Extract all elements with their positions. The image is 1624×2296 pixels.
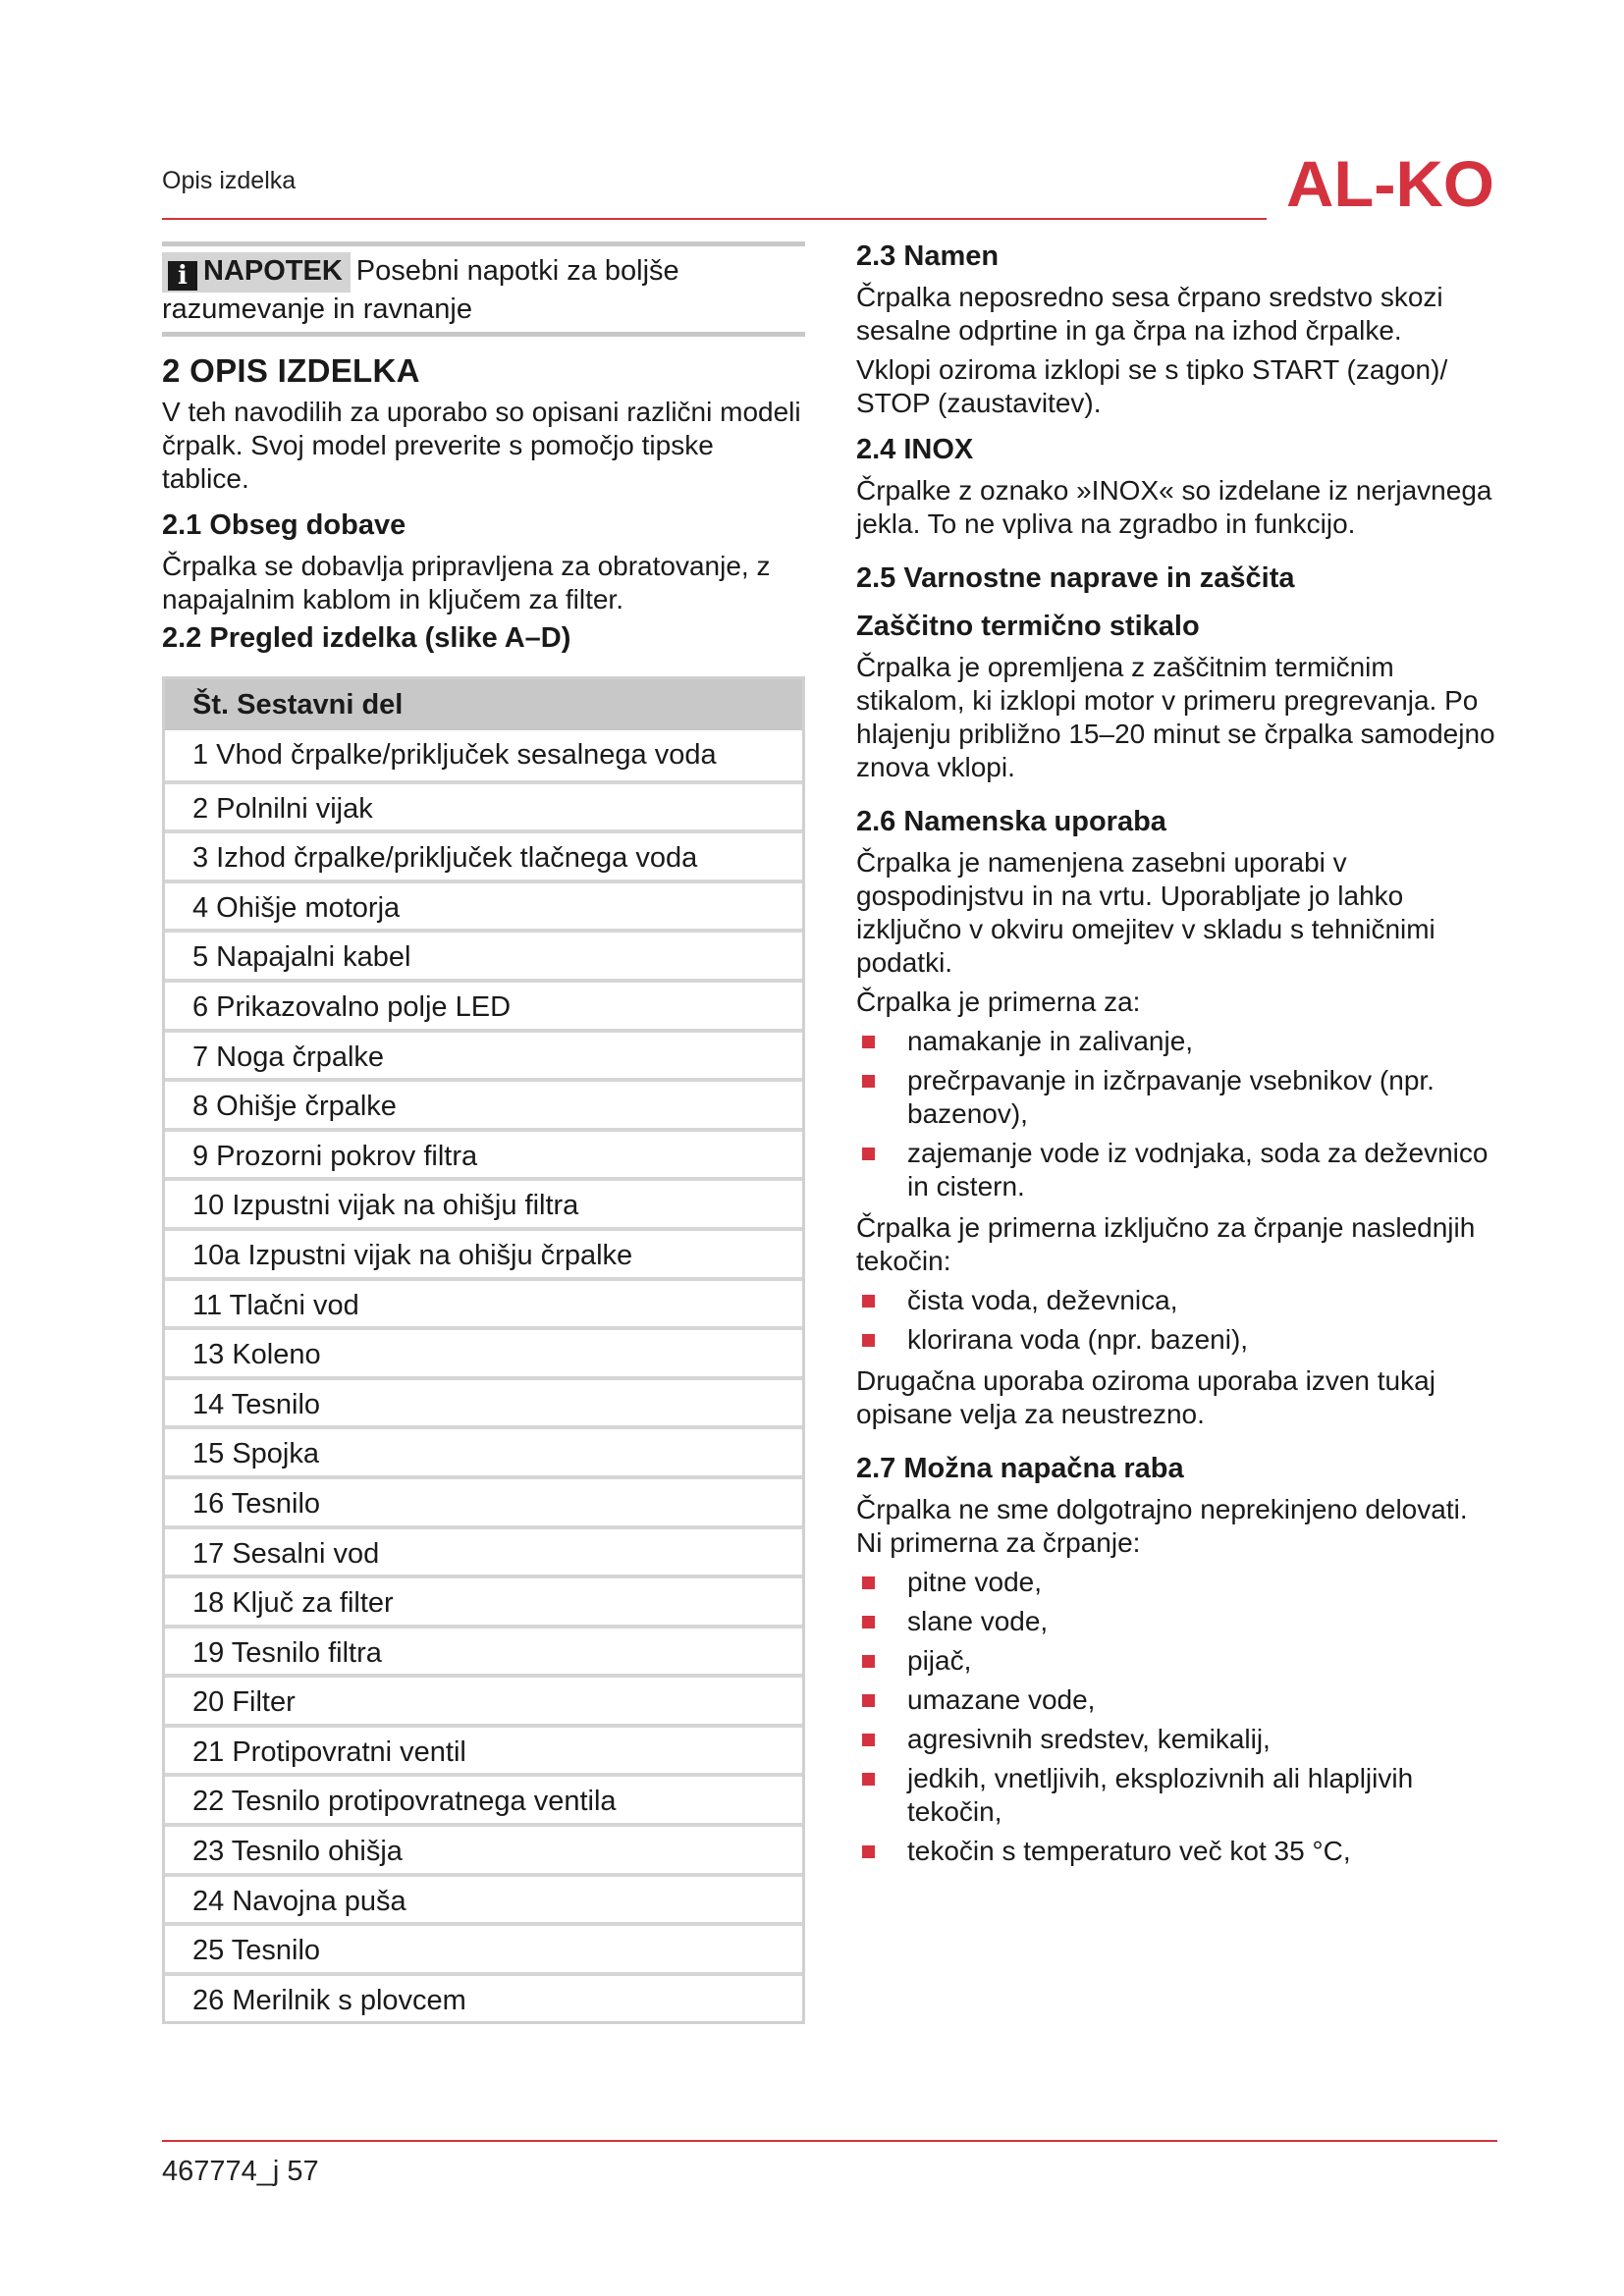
table-row: 9 Prozorni pokrov filtra xyxy=(165,1128,802,1178)
section-intro: V teh navodilih za uporabo so opisani različni modeli črpalk. Svoj model preverite s pomočjo tipske tablice. xyxy=(162,397,801,494)
header-divider xyxy=(162,218,1267,220)
table-row: 14 Tesnilo xyxy=(165,1376,802,1426)
table-row: 25 Tesnilo xyxy=(165,1922,802,1972)
list-item: pijač, xyxy=(856,1644,1499,1678)
s21-title: 2.1 Obseg dobave xyxy=(162,509,406,541)
svg-text:AL-KO: AL-KO xyxy=(1286,147,1494,218)
s22-title: 2.2 Pregled izdelka (slike A–D) xyxy=(162,622,571,654)
table-row: 15 Spojka xyxy=(165,1425,802,1475)
table-row: 10a Izpustni vijak na ohišju črpalke xyxy=(165,1227,802,1277)
table-row: 20 Filter xyxy=(165,1674,802,1724)
table-row: 17 Sesalni vod xyxy=(165,1525,802,1575)
table-row: 13 Koleno xyxy=(165,1326,802,1376)
parts-table xyxy=(162,676,805,2024)
table-row: 26 Merilnik s plovcem xyxy=(165,1972,802,2022)
list-item: čista voda, deževnica, xyxy=(856,1284,1499,1317)
list-item: tekočin s temperaturo več kot 35 °C, xyxy=(856,1835,1499,1868)
table-row: 4 Ohišje motorja xyxy=(165,880,802,930)
list-item: agresivnih sredstev, kemikalij, xyxy=(856,1723,1499,1756)
parts-table-body xyxy=(165,730,802,2021)
table-row: 18 Ključ za filter xyxy=(165,1575,802,1625)
s27-list xyxy=(856,1566,1499,1868)
bullet-square-icon xyxy=(862,1616,875,1629)
bullet-square-icon xyxy=(862,1295,875,1308)
table-row: 5 Napajalni kabel xyxy=(165,929,802,979)
s25-p1: Črpalka je opremljena z zaščitnim termičnim stikalom, ki izklopi motor v primeru pregrevanja. Po hlajenju približno 15–20 minut se črpalka samodejno znova vklopi. xyxy=(856,652,1495,782)
s23-title: 2.3 Namen xyxy=(856,240,1000,272)
alko-logo-mark xyxy=(1286,147,1497,218)
bullet-square-icon xyxy=(862,1655,875,1668)
list-item: zajemanje vode iz vodnjaka, soda za deževnico in cistern. xyxy=(856,1137,1499,1203)
bullet-square-icon xyxy=(862,1845,875,1858)
s26-p3: Črpalka je primerna izključno za črpanje naslednjih tekočin: xyxy=(856,1212,1476,1276)
s21-text: Črpalka se dobavlja pripravljena za obratovanje, z napajalnim kablom in ključem za filter. xyxy=(162,551,771,614)
s27-p1: Črpalka ne sme dolgotrajno neprekinjeno delovati. Ni primerna za črpanje: xyxy=(856,1494,1468,1558)
bullet-square-icon xyxy=(862,1148,875,1160)
header-title: Opis izdelka xyxy=(162,167,297,194)
s25-subtitle: Zaščitno termično stikalo xyxy=(856,611,1200,642)
table-row: 11 Tlačni vod xyxy=(165,1277,802,1327)
list-item: namakanje in zalivanje, xyxy=(856,1025,1499,1058)
s24-p1: Črpalke z oznako »INOX« so izdelane iz nerjavnega jekla. To ne vpliva na zgradbo in funkcijo. xyxy=(856,475,1492,539)
table-row: 24 Navojna puša xyxy=(165,1873,802,1923)
table-row: 8 Ohišje črpalke xyxy=(165,1078,802,1128)
table-row: 10 Izpustni vijak na ohišju filtra xyxy=(165,1177,802,1227)
list-item: slane vode, xyxy=(856,1605,1499,1638)
note-label xyxy=(162,252,351,293)
bullet-square-icon xyxy=(862,1334,875,1347)
section-title: 2 OPIS IZDELKA xyxy=(162,352,420,389)
parts-table-header: Št. Sestavni del xyxy=(165,676,802,730)
alko-logo xyxy=(1286,147,1497,218)
list-item: klorirana voda (npr. bazeni), xyxy=(856,1323,1499,1357)
list-item: pitne vode, xyxy=(856,1566,1499,1599)
bullet-square-icon xyxy=(862,1694,875,1707)
table-row: 1 Vhod črpalke/priključek sesalnega voda xyxy=(192,739,717,771)
left-column xyxy=(162,241,805,2024)
list-item: umazane vode, xyxy=(856,1683,1499,1717)
note-box xyxy=(162,241,805,337)
s27-title: 2.7 Možna napačna raba xyxy=(856,1453,1184,1484)
table-row: 6 Prikazovalno polje LED xyxy=(165,979,802,1029)
bullet-square-icon xyxy=(862,1773,875,1786)
s26-title: 2.6 Namenska uporaba xyxy=(856,806,1166,837)
bullet-square-icon xyxy=(862,1576,875,1589)
list-item: jedkih, vnetljivih, eksplozivnih ali hlapljivih tekočin, xyxy=(856,1762,1499,1829)
note-text: Posebni napotki za boljše razumevanje in ravnanje xyxy=(162,255,679,325)
right-column xyxy=(856,240,1499,1876)
s26-list1 xyxy=(856,1025,1499,1203)
s26-p2: Črpalka je primerna za: xyxy=(856,987,1141,1017)
table-row: 16 Tesnilo xyxy=(165,1475,802,1525)
s23-p1: Črpalka neposredno sesa črpano sredstvo skozi sesalne odprtine in ga črpa na izhod črpalke. xyxy=(856,282,1443,346)
table-row: 21 Protipovratni ventil xyxy=(165,1724,802,1774)
bullet-square-icon xyxy=(862,1734,875,1746)
s25-title: 2.5 Varnostne naprave in zaščita xyxy=(856,562,1295,594)
footer-doc-number: 467774_j 57 xyxy=(162,2156,319,2187)
s23-p2: Vklopi oziroma izklopi se s tipko START (zagon)/ STOP (zaustavitev). xyxy=(856,354,1448,418)
table-row: 23 Tesnilo ohišja xyxy=(165,1823,802,1873)
s24-title: 2.4 INOX xyxy=(856,434,974,465)
table-row: 3 Izhod črpalke/priključek tlačnega voda xyxy=(165,829,802,880)
table-row: 22 Tesnilo protipovratnega ventila xyxy=(165,1773,802,1823)
list-item: prečrpavanje in izčrpavanje vsebnikov (npr. bazenov), xyxy=(856,1064,1499,1131)
table-row: 2 Polnilni vijak xyxy=(165,780,802,830)
note-tag-text: NAPOTEK xyxy=(203,255,343,287)
table-row: 19 Tesnilo filtra xyxy=(165,1625,802,1675)
s26-p1: Črpalka je namenjena zasebni uporabi v gospodinjstvu in na vrtu. Uporabljate jo lahko izključno v okviru omejitev v skladu s tehničnimi podatki. xyxy=(856,847,1435,978)
bullet-square-icon xyxy=(862,1075,875,1088)
s26-p4: Drugačna uporaba oziroma uporaba izven tukaj opisane velja za neustrezno. xyxy=(856,1365,1435,1429)
bullet-square-icon xyxy=(862,1036,875,1048)
footer-divider xyxy=(162,2140,1497,2142)
info-icon: i xyxy=(168,261,197,291)
s26-list2 xyxy=(856,1284,1499,1357)
table-row: 7 Noga črpalke xyxy=(165,1029,802,1079)
